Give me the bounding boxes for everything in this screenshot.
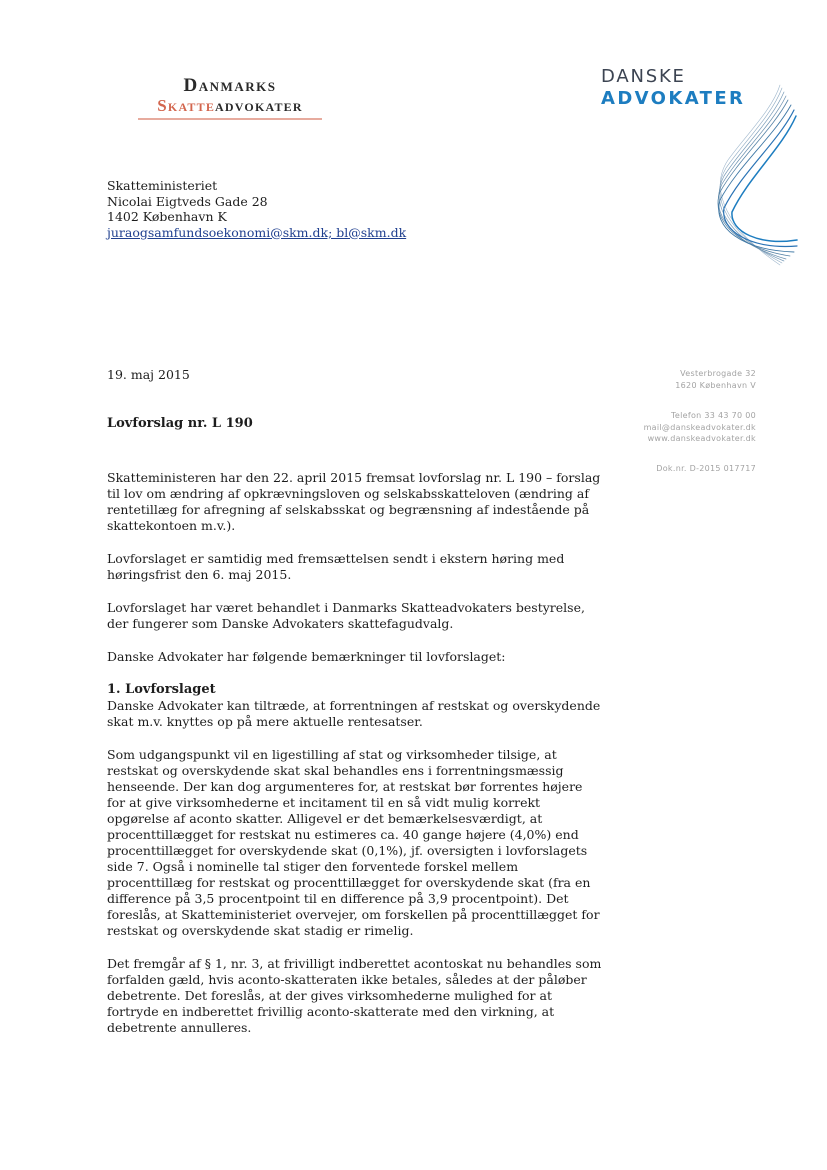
- sender-web: www.danskeadvokater.dk: [647, 434, 756, 443]
- logo-advokater: ADVOKATER: [601, 88, 746, 109]
- paragraph-6: Som udgangspunkt vil en ligestilling af stat og virksomheder tilsige, at restskat og overskydende skat skal behandles ens i forrentningsmæssig henseende. Der kan dog argumenteres for, at restskat bør forrentes højere for at give virksomhederne et incitament til en så vidt mulig korrekt opgørelse af aconto skatter. Alligevel er det bemærkelsesværdigt, at procenttillægget for restskat nu estimeres ca. 40 gange højere (4,0%) end procenttillægget for overskydende skat (0,1%), jf. oversigten i lovforslagets side 7. Også i nominelle tal stiger den forventede forskel mellem procenttillæg for restskat og procenttillægget for overskydende skat (fra en difference på 3,5 procentpoint til en difference på 3,9 procentpoint). Det foreslås, at Skatteministeriet overvejer, om forskellen på procenttillægget for restskat og overskydende skat stadig er rimelig.: [107, 747, 600, 938]
- logo-danske: DANSKE: [601, 66, 686, 87]
- recipient-city: 1402 København K: [107, 209, 227, 224]
- logo-line-2-rest: advokater: [215, 96, 303, 115]
- logo-line-2: [130, 96, 330, 116]
- logo-line-1: Danmarks: [183, 75, 277, 96]
- letter-date: 19. maj 2015: [107, 367, 190, 382]
- sender-contact: [610, 410, 756, 445]
- sender-city: 1620 København V: [675, 380, 756, 390]
- letter-body: [107, 470, 602, 1053]
- paragraph-3: Lovforslaget har været behandlet i Danmarks Skatteadvokaters bestyrelse, der fungerer som Danske Advokaters skattefagudvalg.: [107, 600, 585, 631]
- recipient-address: [107, 178, 406, 240]
- sender-email: mail@danskeadvokater.dk: [643, 422, 756, 432]
- recipient-street: Nicolai Eigtveds Gade 28: [107, 193, 268, 209]
- letter-title: Lovforslag nr. L 190: [107, 416, 253, 431]
- sender-address: [610, 368, 756, 391]
- paragraph-1: Skatteministeren har den 22. april 2015 fremsat lovforslag nr. L 190 – forslag til lov om ændring af opkrævningsloven og selskabsskatteloven (ændring af rentetillæg for afregning af selskabsskat og begrænsning af indestående på skattekontoen m.v.).: [107, 470, 601, 533]
- logo-line-2-red: Skatte: [157, 96, 216, 115]
- recipient-emails-link[interactable]: juraogsamfundsoekonomi@skm.dk; bl@skm.dk: [107, 224, 407, 240]
- paragraph-2: Lovforslaget er samtidig med fremsættelsen sendt i ekstern høring med høringsfrist den 6. maj 2015.: [107, 551, 565, 582]
- danmarks-skatteadvokater-logo: [130, 76, 330, 120]
- sender-street: Vesterbrogade 32: [680, 369, 756, 378]
- recipient-name: Skatteministeriet: [107, 178, 218, 193]
- logo-underline: [138, 118, 322, 120]
- document-number: Dok.nr. D-2015 017717: [656, 464, 756, 473]
- logo-swoosh-icon: [698, 80, 798, 270]
- paragraph-7: Det fremgår af § 1, nr. 3, at frivilligt indberettet acontoskat nu behandles som forfalden gæld, hvis aconto-skatteraten ikke betales, således at der påløber debetrente. Det foreslås, at der gives virksomhederne mulighed for at fortryde en indberettet frivillig aconto-skatterate med den virkning, at debetrente annulleres.: [107, 956, 602, 1035]
- section-heading-1: 1. Lovforslaget: [107, 682, 216, 697]
- sender-phone: Telefon 33 43 70 00: [671, 411, 756, 420]
- paragraph-5: Danske Advokater kan tiltræde, at forrentningen af restskat og overskydende skat m.v. knyttes op på mere aktuelle rentesatser.: [107, 698, 601, 729]
- paragraph-4: Danske Advokater har følgende bemærkninger til lovforslaget:: [107, 649, 506, 664]
